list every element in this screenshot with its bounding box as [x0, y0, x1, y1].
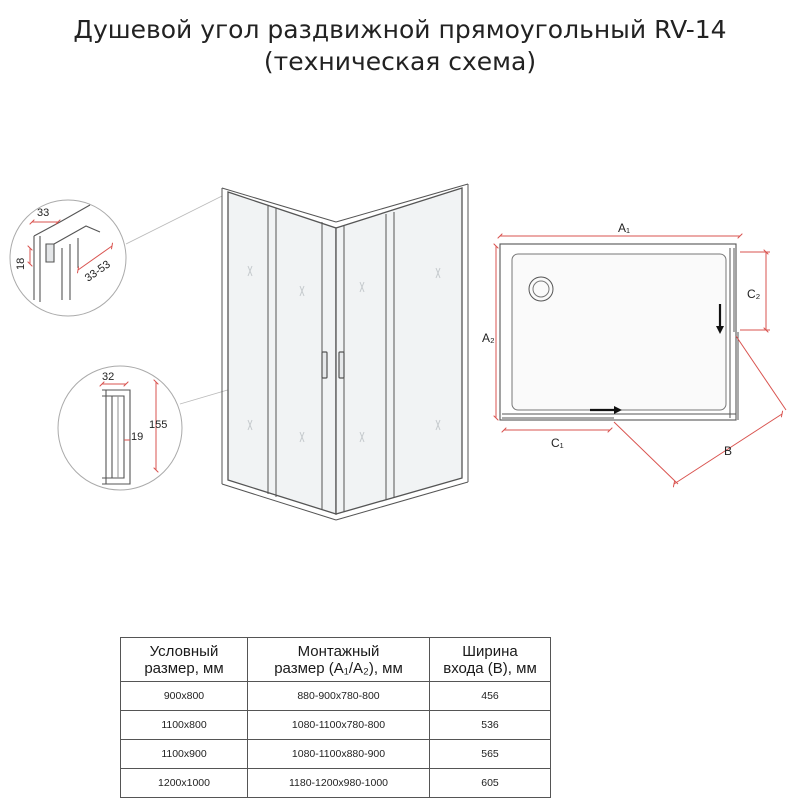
- cell-entry: 456: [430, 682, 551, 711]
- profile-leader-line: [126, 196, 222, 244]
- cell-nominal: 1200x1000: [121, 769, 248, 798]
- plan-label-a1: A₁: [618, 221, 631, 235]
- cell-mounting: 1080-1100x780-800: [248, 711, 430, 740]
- header-nominal-size: Условный размер, мм: [121, 638, 248, 682]
- handle-right: [339, 352, 344, 378]
- header-entry-width: Ширина входа (B), мм: [430, 638, 551, 682]
- handle-dim-height: 155: [149, 419, 168, 431]
- table-row: [121, 740, 551, 769]
- cell-nominal: 900x800: [121, 682, 248, 711]
- header-mounting-size: Монтажный размер (A₁/A₂), мм: [248, 638, 430, 682]
- profile-dim-range: 33-53: [82, 258, 113, 285]
- plan-view: [482, 221, 786, 484]
- right-glass-panel: [336, 188, 462, 514]
- plan-label-c2: C₂: [747, 287, 761, 301]
- table-row: [121, 682, 551, 711]
- cell-mounting: 1180-1200x980-1000: [248, 769, 430, 798]
- table-row: [121, 711, 551, 740]
- cell-nominal: 1100x800: [121, 711, 248, 740]
- table-row: [121, 769, 551, 798]
- table-header-row: [121, 638, 551, 682]
- enclosure-view: [222, 184, 468, 520]
- cell-mounting: 1080-1100x880-900: [248, 740, 430, 769]
- plan-label-b: B: [724, 444, 733, 458]
- handle-dim-depth: 19: [131, 431, 144, 443]
- cell-nominal: 1100x900: [121, 740, 248, 769]
- cell-entry: 565: [430, 740, 551, 769]
- title-line-1: Душевой угол раздвижной прямоугольный RV-14: [73, 15, 727, 44]
- profile-dim-top: 33: [37, 207, 50, 219]
- profile-detail: [10, 200, 126, 316]
- plan-label-c1: C₁: [551, 436, 564, 450]
- handle-dimensions: [102, 382, 156, 470]
- handle-left: [322, 352, 327, 378]
- handle-detail: [58, 366, 182, 490]
- handle-dim-width: 32: [102, 371, 115, 383]
- profile-dim-side: 18: [15, 257, 27, 270]
- handle-drawing: [102, 390, 130, 484]
- cell-entry: 605: [430, 769, 551, 798]
- left-glass-panel: [228, 192, 336, 514]
- title-line-2: (техническая схема): [263, 47, 537, 76]
- sizes-table: [120, 637, 551, 798]
- plan-label-a2: A₂: [482, 331, 495, 345]
- cell-mounting: 880-900x780-800: [248, 682, 430, 711]
- cell-entry: 536: [430, 711, 551, 740]
- profile-section: [34, 205, 100, 302]
